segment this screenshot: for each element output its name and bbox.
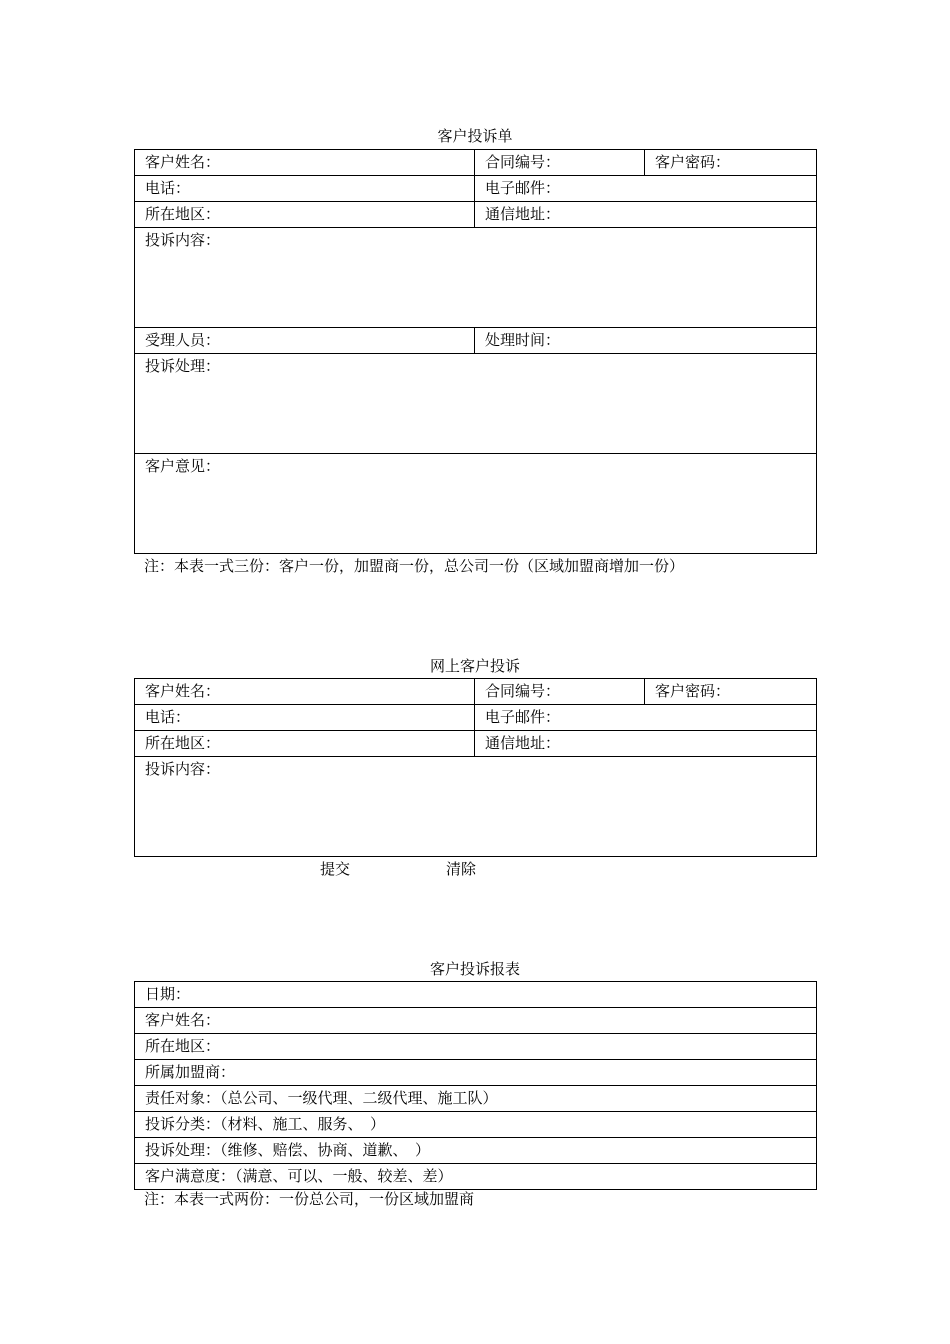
- customer-name-field[interactable]: 客户姓名：: [135, 679, 475, 705]
- customer-password-field[interactable]: 客户密码：: [645, 679, 817, 705]
- contract-no-field[interactable]: 合同编号：: [475, 679, 645, 705]
- report-satisfaction-field[interactable]: 客户满意度：（满意、可以、一般、较差、差）: [135, 1164, 817, 1190]
- complaint-handling-field[interactable]: 投诉处理：: [135, 354, 817, 454]
- complaint-report-table: [134, 981, 817, 1190]
- form2-title: 网上客户投诉: [429, 657, 520, 675]
- address-field[interactable]: 通信地址：: [475, 731, 817, 757]
- form3-title: 客户投诉报表: [429, 960, 520, 978]
- form1-title: 客户投诉单: [437, 127, 513, 145]
- handle-time-field[interactable]: 处理时间：: [475, 328, 817, 354]
- customer-opinion-field[interactable]: 客户意见：: [135, 454, 817, 554]
- report-customer-name-field[interactable]: 客户姓名：: [135, 1008, 817, 1034]
- report-responsible-party-field[interactable]: 责任对象：（总公司、一级代理、二级代理、施工队）: [135, 1086, 817, 1112]
- complaint-content-field[interactable]: 投诉内容：: [135, 228, 817, 328]
- form1-note: 注：本表一式三份：客户一份，加盟商一份，总公司一份（区域加盟商增加一份）: [144, 557, 685, 575]
- clear-button[interactable]: 清除: [446, 860, 477, 878]
- customer-name-field[interactable]: 客户姓名：: [135, 150, 475, 176]
- email-field[interactable]: 电子邮件：: [475, 176, 817, 202]
- handler-field[interactable]: 受理人员：: [135, 328, 475, 354]
- report-complaint-category-field[interactable]: 投诉分类：（材料、施工、服务、 ）: [135, 1112, 817, 1138]
- phone-field[interactable]: 电话：: [135, 705, 475, 731]
- complaint-content-field[interactable]: 投诉内容：: [135, 757, 817, 857]
- complaint-form-table: [134, 149, 817, 554]
- customer-password-field[interactable]: 客户密码：: [645, 150, 817, 176]
- form3-note: 注：本表一式两份：一份总公司，一份区域加盟商: [144, 1190, 475, 1208]
- report-complaint-handling-field[interactable]: 投诉处理：（维修、赔偿、协商、道歉、 ）: [135, 1138, 817, 1164]
- phone-field[interactable]: 电话：: [135, 176, 475, 202]
- region-field[interactable]: 所在地区：: [135, 731, 475, 757]
- online-complaint-form-table: [134, 678, 817, 857]
- report-franchisee-field[interactable]: 所属加盟商：: [135, 1060, 817, 1086]
- address-field[interactable]: 通信地址：: [475, 202, 817, 228]
- region-field[interactable]: 所在地区：: [135, 202, 475, 228]
- submit-button[interactable]: 提交: [320, 860, 351, 878]
- email-field[interactable]: 电子邮件：: [475, 705, 817, 731]
- report-date-field[interactable]: 日期：: [135, 982, 817, 1008]
- report-region-field[interactable]: 所在地区：: [135, 1034, 817, 1060]
- contract-no-field[interactable]: 合同编号：: [475, 150, 645, 176]
